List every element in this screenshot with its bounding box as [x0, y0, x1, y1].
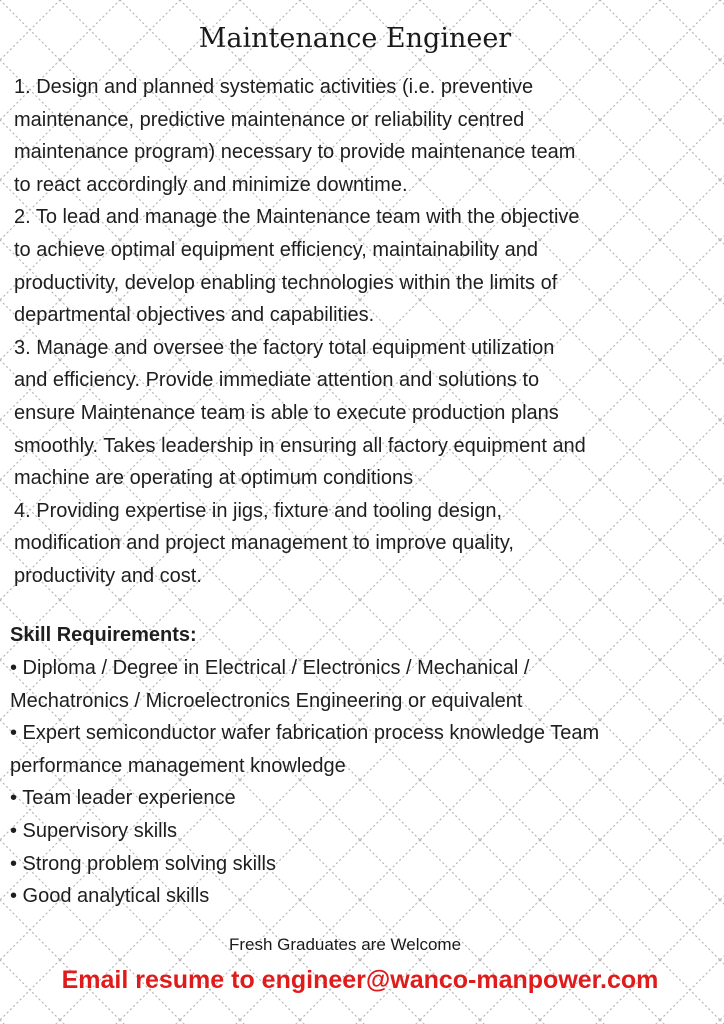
duty-line: 3. Manage and oversee the factory total equipment utilization [14, 336, 555, 359]
duty-item [14, 332, 714, 495]
duty-line: maintenance, predictive maintenance or reliability centred [14, 108, 525, 131]
duty-line: maintenance program) necessary to provide maintenance team [14, 141, 576, 164]
duty-line: productivity, develop enabling technologies within the limits of [14, 271, 558, 294]
duty-line: modification and project management to improve quality, [14, 532, 514, 555]
duty-line: to react accordingly and minimize downtime. [14, 173, 408, 196]
duty-line: machine are operating at optimum conditions [14, 467, 414, 490]
job-title: Maintenance Engineer [198, 23, 512, 54]
skill-line: • Supervisory skills [10, 819, 178, 842]
duty-line: smoothly. Takes leadership in ensuring all factory equipment and [14, 434, 586, 457]
skill-line: • Good analytical skills [10, 885, 210, 908]
fresh-graduates-note: Fresh Graduates are Welcome [228, 935, 462, 954]
email-call-to-action: Email resume to engineer@wanco-manpower.com [61, 966, 659, 994]
duty-line: 4. Providing expertise in jigs, fixture and tooling design, [14, 499, 503, 522]
skills-list [10, 652, 720, 913]
duty-line: 2. To lead and manage the Maintenance team with the objective [14, 206, 580, 229]
duty-line: to achieve optimal equipment efficiency, maintainability and [14, 238, 539, 261]
skill-line: performance management knowledge [10, 754, 346, 777]
skill-line: • Expert semiconductor wafer fabrication process knowledge Team [10, 722, 600, 745]
skill-line: • Diploma / Degree in Electrical / Electronics / Mechanical / [10, 657, 530, 679]
skills-heading: Skill Requirements: [10, 624, 197, 646]
skill-line: • Strong problem solving skills [10, 852, 276, 875]
duty-line: departmental objectives and capabilities. [14, 304, 375, 327]
skill-line: Mechatronics / Microelectronics Engineering or equivalent [10, 689, 523, 712]
duty-item [14, 71, 714, 201]
duty-item [14, 495, 714, 593]
duty-line: and efficiency. Provide immediate attention and solutions to [14, 369, 540, 392]
duty-line: productivity and cost. [14, 564, 202, 587]
duty-line: ensure Maintenance team is able to execute production plans [14, 401, 559, 424]
skill-line: • Team leader experience [10, 787, 236, 810]
duty-item [14, 201, 714, 331]
duty-line: 1. Design and planned systematic activities (i.e. preventive [14, 76, 534, 98]
duties-list [14, 71, 714, 593]
